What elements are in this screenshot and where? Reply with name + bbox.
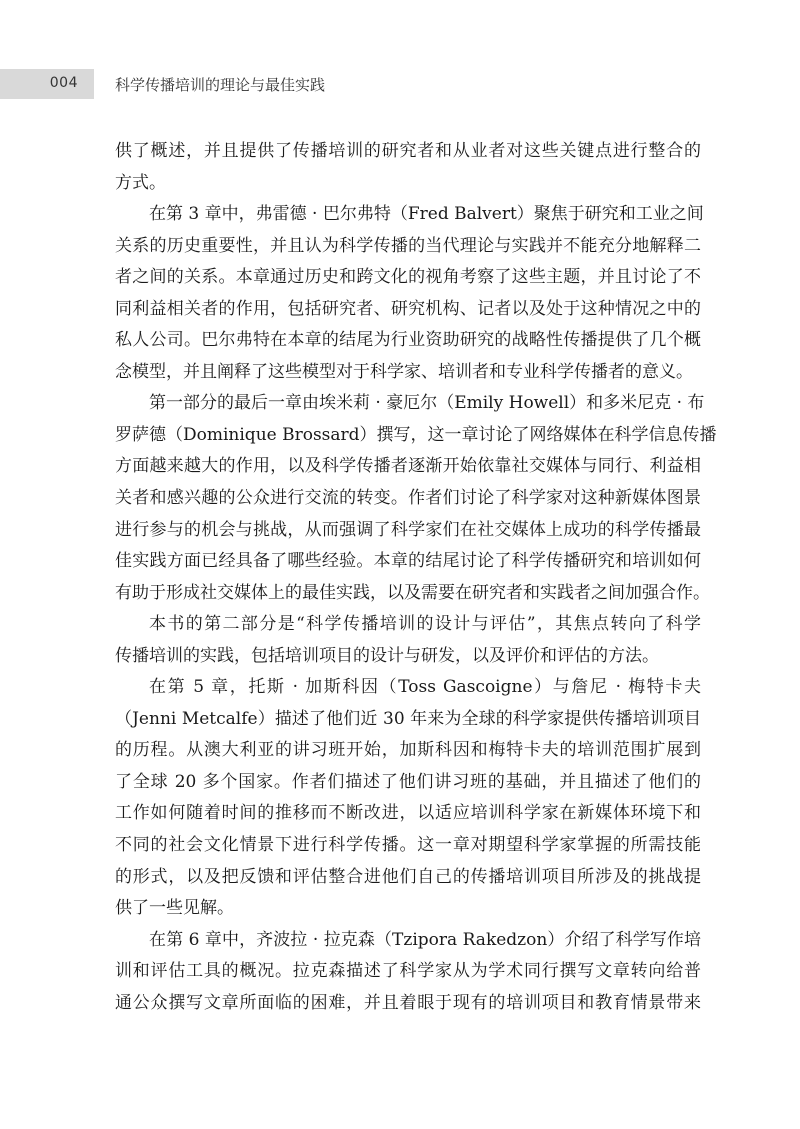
text-line: 训和评估工具的概况。拉克森描述了科学家从为学术同行撰写文章转向给普 <box>115 961 701 982</box>
text-line: 方式。 <box>115 172 166 193</box>
text-line: 传播培训的实践，包括培训项目的设计与研发，以及评价和评估的方法。 <box>115 645 659 666</box>
text-line: 有助于形成社交媒体上的最佳实践，以及需要在研究者和实践者之间加强合作。 <box>115 582 710 603</box>
text-line: 同利益相关者的作用，包括研究者、研究机构、记者以及处于这种情况之中的 <box>115 298 701 319</box>
body-text <box>115 136 717 1019</box>
text-line: 在第 5 章，托斯 · 加斯科因（Toss Gascoigne）与詹尼 · 梅特卡夫 <box>149 677 701 698</box>
text-line: 工作如何随着时间的推移而不断改进，以适应培训科学家在新媒体环境下和 <box>115 803 701 824</box>
text-line: 在第 6 章中，齐波拉 · 拉克森（Tzipora Rakedzon）介绍了科学写作培 <box>149 929 701 950</box>
text-line: 在第 3 章中，弗雷德 · 巴尔弗特（Fred Balvert）聚焦于研究和工业之间 <box>149 204 704 225</box>
text-line: 关系的历史重要性，并且认为科学传播的当代理论与实践并不能充分地解释二 <box>115 235 701 256</box>
text-line: 了全球 20 多个国家。作者们描述了他们讲习班的基础，并且描述了他们的 <box>115 771 701 792</box>
text-line: （Jenni Metcalfe）描述了他们近 30 年来为全球的科学家提供传播培训项目 <box>115 708 701 729</box>
text-line: 本书的第二部分是“科学传播培训的设计与评估”，其焦点转向了科学 <box>149 614 701 635</box>
text-line: 第一部分的最后一章由埃米莉 · 豪厄尔（Emily Howell）和多米尼克 · 布 <box>149 393 705 414</box>
running-title: 科学传播培训的理论与最佳实践 <box>115 76 326 94</box>
text-line: 念模型，并且阐释了这些模型对于科学家、培训者和专业科学传播者的意义。 <box>115 361 693 382</box>
text-line: 的历程。从澳大利亚的讲习班开始，加斯科因和梅特卡夫的培训范围扩展到 <box>115 740 701 761</box>
text-line: 供了一些见解。 <box>115 898 234 919</box>
text-line: 不同的社会文化情景下进行科学传播。这一章对期望科学家掌握的所需技能 <box>115 835 701 856</box>
text-line: 私人公司。巴尔弗特在本章的结尾为行业资助研究的战略性传播提供了几个概 <box>115 330 701 351</box>
text-line: 进行参与的机会与挑战，从而强调了科学家们在社交媒体上成功的科学传播最 <box>115 519 701 540</box>
text-line: 者之间的关系。本章通过历史和跨文化的视角考察了这些主题，并且讨论了不 <box>115 267 701 288</box>
running-header <box>0 69 800 99</box>
text-line: 通公众撰写文章所面临的困难，并且着眼于现有的培训项目和教育情景带来 <box>115 992 701 1013</box>
page-number-box <box>0 69 94 99</box>
text-line: 方面越来越大的作用，以及科学传播者逐渐开始依靠社交媒体与同行、利益相 <box>115 456 701 477</box>
text-line: 供了概述，并且提供了传播培训的研究者和从业者对这些关键点进行整合的 <box>115 141 701 161</box>
text-line: 佳实践方面已经具备了哪些经验。本章的结尾讨论了科学传播研究和培训如何 <box>115 551 701 572</box>
text-line: 关者和感兴趣的公众进行交流的转变。作者们讨论了科学家对这种新媒体图景 <box>115 488 701 509</box>
text-line: 罗萨德（Dominique Brossard）撰写，这一章讨论了网络媒体在科学信息传播 <box>115 424 717 445</box>
page-number: 004 <box>49 75 78 91</box>
text-line: 的形式，以及把反馈和评估整合进他们自己的传播培训项目所涉及的挑战提 <box>115 866 701 887</box>
